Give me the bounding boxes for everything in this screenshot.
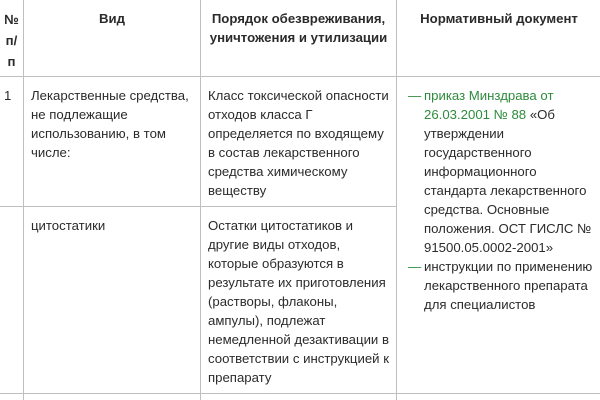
row-procedure: Класс токсической опасности отходов класса Г определяется по входящему в состав лекарственного средства химическому веществу (208, 88, 389, 198)
header-kind (24, 0, 201, 77)
list-item (404, 257, 595, 314)
table-header-row (0, 0, 600, 77)
header-procedure-label: Порядок обезвреживания, уничтожения и утилизации (209, 11, 388, 45)
dash-bullet: — (408, 259, 422, 274)
header-num-line: п/ (5, 33, 18, 48)
row-normative-cell (397, 394, 600, 400)
row-kind: цитостатики (31, 218, 106, 233)
row-kind-cell (24, 207, 201, 394)
dash-bullet: — (408, 88, 422, 103)
header-normative-label: Нормативный документ (420, 11, 578, 26)
row-kind-cell (24, 394, 201, 400)
order-88-link[interactable]: приказ Минздрава от 26.03.2001 № 88 (424, 88, 554, 122)
row-kind-cell (24, 77, 201, 207)
normative-docs-list (404, 86, 595, 314)
row-num-cell (0, 77, 24, 207)
row-procedure-cell (201, 77, 397, 207)
row-procedure-cell (201, 207, 397, 394)
table-row (0, 77, 600, 207)
instructions-text: инструкции по применению лекарственного препарата для специалистов (424, 259, 593, 312)
header-normative (397, 0, 600, 77)
header-num-line: п (7, 54, 16, 69)
list-item (404, 86, 595, 257)
table-row (0, 394, 600, 400)
row-kind: Лекарственные средства, не подлежащие использованию, в том числе: (31, 88, 189, 160)
row-num: 1 (4, 88, 12, 103)
header-kind-label: Вид (98, 11, 125, 26)
row-procedure: Остатки цитостатиков и другие виды отходов, которые образуются в результате их приготовления (растворы, флаконы, ампулы), подлежат немедленной дезактивации в соответствии с инструкцией к препарату (208, 218, 389, 385)
row-num-cell (0, 207, 24, 394)
header-procedure (201, 0, 397, 77)
order-88-title: «Об утверждении государственного информационного стандарта лекарственного средства. Основные положения. ОСТ ГИСЛС № 91500.05.0002-2001» (424, 107, 592, 255)
normative-docs-cell (397, 77, 600, 394)
row-procedure-cell (201, 394, 397, 400)
header-num (0, 0, 24, 77)
row-num (0, 207, 23, 216)
header-num-line: № (4, 12, 19, 27)
row-num-cell (0, 394, 24, 400)
